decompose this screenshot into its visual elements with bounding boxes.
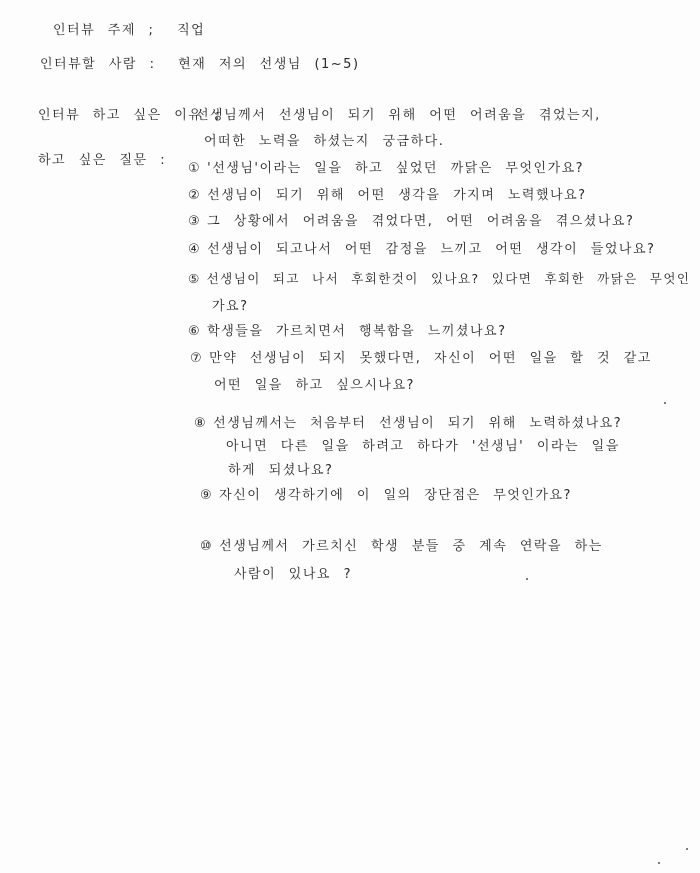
- question-text: 자신이 생각하기에 이 일의 장단점은 무엇인가요?: [219, 488, 572, 503]
- question-number: ⑦: [190, 351, 204, 366]
- question-number: ⑨: [200, 488, 214, 503]
- question-7-continued: 어떤 일을 하고 싶으시나요?: [214, 378, 415, 393]
- question-6: [188, 323, 507, 341]
- interviewee-line: [40, 56, 360, 74]
- interviewee-label: 인터뷰할 사람 :: [40, 57, 156, 72]
- questions-label: 하고 싶은 질문 :: [38, 153, 167, 168]
- pencil-mark: [664, 402, 666, 404]
- question-9: [200, 487, 572, 505]
- question-7: [190, 350, 652, 368]
- question-3: [188, 213, 634, 231]
- question-text: 선생님이 되고 나서 후회한것이 있나요? 있다면 후회한 까닭은 무엇인: [206, 271, 691, 286]
- reason-label: 인터뷰 하고 싶은 이유 ;: [38, 108, 221, 123]
- question-text: '선생님'이라는 일을 하고 싶었던 까닭은 무엇인가요?: [207, 161, 585, 176]
- pencil-mark: [658, 862, 660, 864]
- reason-line-2: 어떠한 노력을 하셨는지 궁금하다.: [204, 134, 445, 149]
- question-1: [188, 160, 584, 178]
- question-4: [188, 241, 655, 259]
- question-number: ⑧: [194, 416, 208, 431]
- question-2: [188, 187, 587, 205]
- question-5-continued: 가요?: [212, 299, 249, 314]
- question-number: ③: [188, 214, 202, 229]
- topic-label: 인터뷰 주제 ;: [53, 23, 155, 38]
- topic-line: [53, 22, 205, 40]
- question-number: ⑩: [200, 539, 214, 554]
- topic-value: 직업: [177, 23, 206, 38]
- question-10-continued: 사람이 있나요 ?: [234, 567, 353, 582]
- question-number: ①: [188, 161, 202, 176]
- question-text: 선생님이 되고나서 어떤 감정을 느끼고 어떤 생각이 들었나요?: [207, 242, 656, 257]
- question-number: ④: [188, 242, 202, 257]
- question-number: ⑥: [188, 324, 202, 339]
- question-text: 선생님께서 가르치신 학생 분들 중 계속 연락을 하는: [219, 539, 603, 554]
- question-5: [188, 270, 690, 288]
- question-text: 학생들을 가르치면서 행복함을 느끼셨나요?: [207, 324, 507, 339]
- interviewee-value: 현재 저의 선생님 (1~5): [178, 57, 360, 72]
- question-text: 선생님께서는 처음부터 선생님이 되기 위해 노력하셨나요?: [213, 416, 623, 431]
- pencil-mark: [686, 848, 688, 850]
- question-text: 만약 선생님이 되지 못했다면, 자신이 어떤 일을 할 것 같고: [209, 351, 652, 366]
- question-number: ⑤: [188, 271, 201, 286]
- reason-line-1: 선생님께서 선생님이 되기 위해 어떤 어려움을 겪었는지,: [196, 108, 601, 123]
- question-8-continued-2: 하게 되셨나요?: [228, 463, 334, 478]
- pencil-mark: [526, 578, 528, 580]
- question-8: [194, 415, 622, 433]
- question-8-continued-1: 아니면 다른 일을 하려고 하다가 '선생님' 이라는 일을: [226, 439, 620, 454]
- question-text: 선생님이 되기 위해 어떤 생각을 가지며 노력했나요?: [207, 188, 587, 203]
- question-text: 그 상황에서 어려움을 겪었다면, 어떤 어려움을 겪으셨나요?: [207, 214, 635, 229]
- question-10: [200, 538, 603, 556]
- question-number: ②: [188, 188, 202, 203]
